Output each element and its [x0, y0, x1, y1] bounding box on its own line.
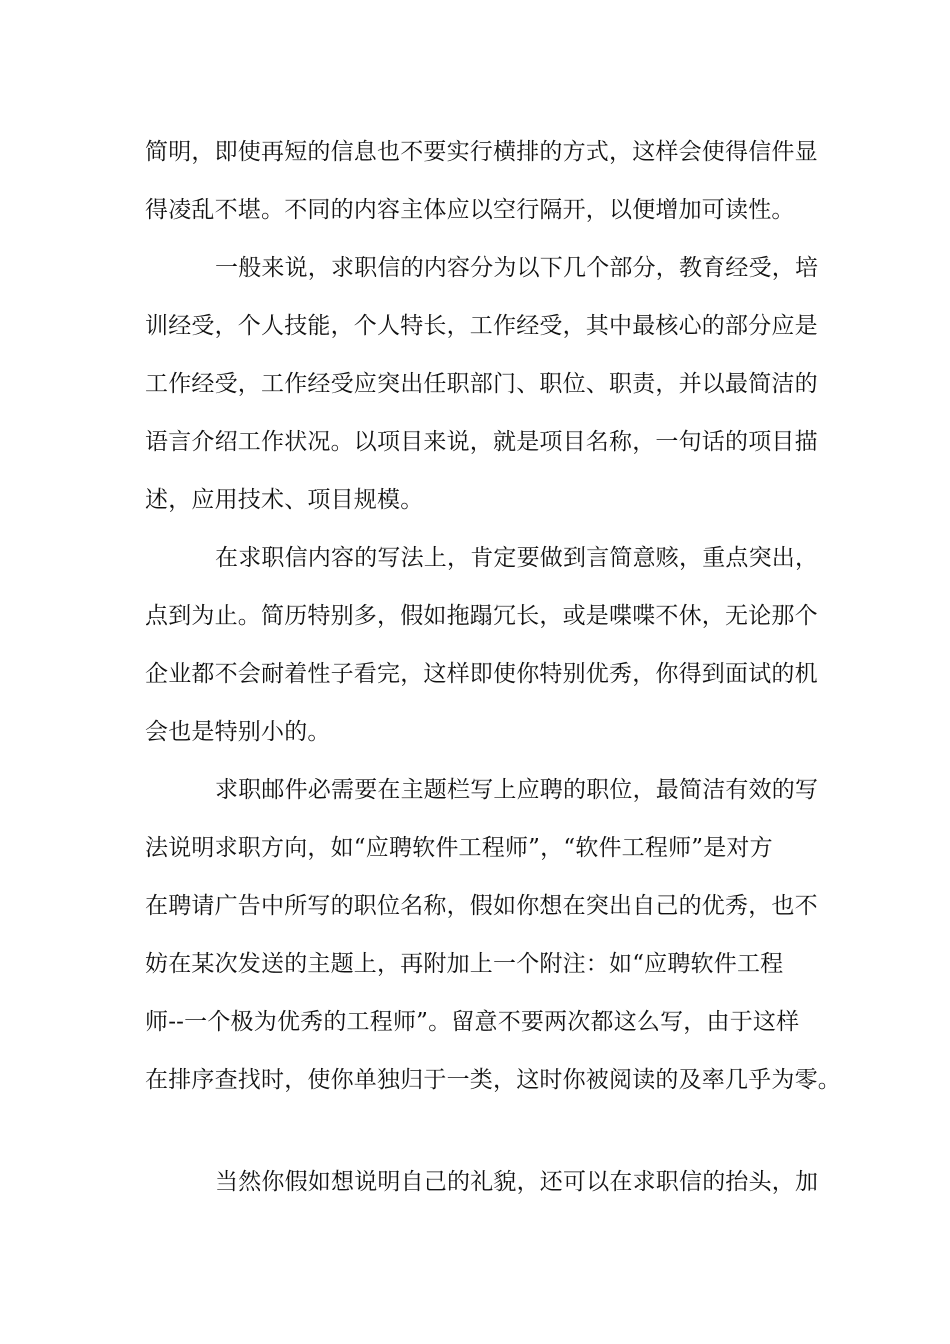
text-line: 训经受，个人技能，个人特长，工作经受，其中最核心的部分应是 [145, 313, 818, 339]
text-line: 求职邮件必需要在主题栏写上应聘的职位，最简洁有效的写 [215, 777, 819, 803]
text-line: 师--一个极为优秀的工程师”。留意不要两次都这么写，由于这样 [145, 1009, 800, 1035]
text-line: 当然你假如想说明自己的礼貌，还可以在求职信的抬头，加 [215, 1169, 819, 1195]
text-line: 述，应用技术、项目规模。 [145, 487, 424, 513]
text-line: 会也是特别小的。 [145, 719, 331, 745]
text-line: 一般来说，求职信的内容分为以下几个部分，教育经受，培 [215, 255, 819, 281]
text-line: 工作经受，工作经受应突出任职部门、职位、职责，并以最简洁的 [145, 371, 818, 397]
text-line: 简明，即使再短的信息也不要实行横排的方式，这样会使得信件显 [145, 139, 818, 165]
text-line: 点到为止。简历特别多，假如拖蹋冗长，或是喋喋不休，无论那个 [145, 603, 818, 629]
text-line: 妨在某次发送的主题上，再附加上一个附注：如“应聘软件工程 [145, 951, 784, 977]
text-line: 在排序查找时，使你单独归于一类，这时你被阅读的及率几乎为零。 [145, 1067, 841, 1093]
text-line: 在求职信内容的写法上，肯定要做到言简意赅，重点突出， [215, 545, 819, 571]
text-line: 企业都不会耐着性子看完，这样即使你特别优秀，你得到面试的机 [145, 661, 818, 687]
text-line: 语言介绍工作状况。以项目来说，就是项目名称，一句话的项目描 [145, 429, 818, 455]
text-line: 在聘请广告中所写的职位名称，假如你想在突出自己的优秀，也不 [145, 893, 818, 919]
text-line: 得凌乱不堪。不同的内容主体应以空行隔开，以便增加可读性。 [145, 197, 795, 223]
text-line: 法说明求职方向，如“应聘软件工程师”，“软件工程师”是对方 [145, 835, 773, 861]
